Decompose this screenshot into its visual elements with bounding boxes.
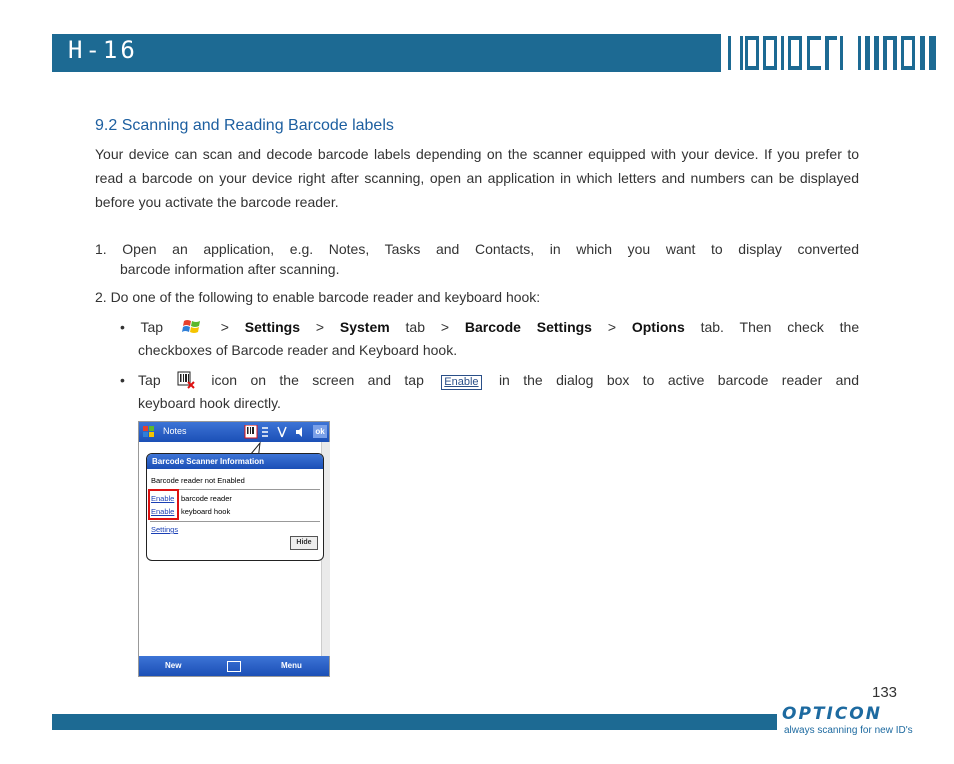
device-ok-button[interactable]: ok (313, 425, 327, 438)
gt-separator: > (220, 319, 229, 335)
bullet-2-line-2: keyboard hook directly. (138, 395, 281, 411)
bullet-1-prefix: • Tap (120, 319, 164, 335)
barcode-scanner-icon (177, 371, 195, 389)
bullet-1-line-1 (120, 316, 859, 338)
model-label: H-16 (68, 36, 138, 64)
bullet-2-suffix: in the dialog box to active barcode reader and (498, 372, 859, 388)
options-keyword: Options (631, 319, 685, 335)
gt-separator: > (315, 319, 325, 335)
enable-button-sample: Enable (441, 375, 481, 390)
windows-start-icon (181, 318, 203, 336)
barcode-logo (728, 36, 936, 70)
popup-settings-link[interactable]: Settings (151, 525, 179, 534)
system-keyword: System (339, 319, 390, 335)
device-new-menu[interactable]: New (165, 661, 182, 670)
gt-separator: > (607, 319, 617, 335)
popup-title: Barcode Scanner Information (152, 457, 265, 466)
enable-barcode-label: barcode reader (181, 494, 232, 503)
enable-barcode-link[interactable]: Enable (151, 494, 175, 503)
bullet-2-middle: icon on the screen and tap (211, 372, 424, 388)
device-menu-menu[interactable]: Menu (281, 661, 302, 670)
device-start-icon (142, 425, 156, 439)
step-2-text: 2. Do one of the following to enable barcode reader and keyboard hook: (95, 289, 541, 305)
bullet-2-prefix: • Tap (120, 372, 161, 388)
keyboard-icon[interactable] (227, 661, 241, 672)
barcode-settings-keyword: Barcode Settings (464, 319, 592, 335)
highlight-box (148, 489, 179, 520)
bullet-1-line-2: checkboxes of Barcode reader and Keyboard hook. (138, 342, 458, 358)
settings-keyword: Settings (244, 319, 301, 335)
footer-band (52, 714, 777, 730)
step-1-text: 1. Open an application, e.g. Notes, Tasks and Contacts, in which you want to display converted (95, 241, 859, 257)
section-title: 9.2 Scanning and Reading Barcode labels (95, 117, 394, 134)
enable-keyboard-label: keyboard hook (181, 507, 231, 516)
bullet-1-suffix: tab. Then check the (700, 319, 860, 335)
tab-word: tab (405, 319, 426, 335)
page-number: 133 (872, 684, 898, 701)
brand-tagline: always scanning for new ID's (784, 725, 913, 736)
popup-status: Barcode reader not Enabled (151, 476, 245, 485)
device-menubar (139, 656, 329, 676)
enable-keyboard-link[interactable]: Enable (151, 507, 175, 516)
device-app-title: Notes (163, 426, 187, 436)
opticon-logo: OPTICON (782, 704, 882, 724)
bullet-2-line-1 (120, 369, 859, 391)
intro-paragraph: Your device can scan and decode barcode labels depending on the scanner equipped with your device. If you prefer to read a barcode on your device right after scanning, open an application in which letters and numbers can be displayed before you activate the barcode reader. (95, 146, 859, 210)
popup-hide-button[interactable]: Hide (290, 536, 318, 550)
step-1-continuation: barcode information after scanning. (120, 261, 340, 277)
popup-divider (150, 521, 320, 522)
gt-separator: > (440, 319, 450, 335)
